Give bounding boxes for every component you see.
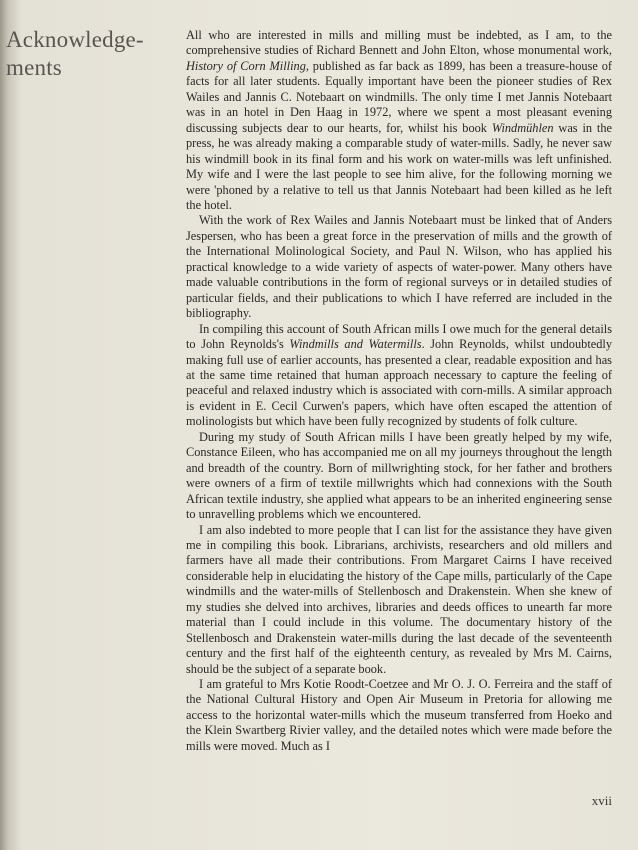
text-run: I am grateful to Mrs Kotie Roodt-Coetzee and Mr O. J. O. Ferreira and the staff of the National Cultural History and Open Air Museum in Pretoria for allowing me access to the horizontal water-mills which the museum transferred from Hoeko and the Klein Swartberg Rivier valley, and the detailed notes which were made before the mills were moved. Much as I bbox=[186, 677, 612, 753]
text-run: . John Reynolds, whilst undoubtedly making full use of earlier accounts, has presented a clear, readable exposition and has at the same time retained that human approach necessary to capture the feeling of peaceful and relaxed industry which is associated with corn-mills. A similar approach is evident in E. Cecil Curwen's papers, which have often escaped the attention of molinologists but which have been fully recognized by students of folk culture. bbox=[186, 337, 613, 429]
paragraph bbox=[186, 430, 612, 523]
paragraph bbox=[186, 677, 612, 754]
text-run: I am also indebted to more people that I can list for the assistance they have given me in compiling this book. Librarians, archivists, researchers and old millers and farmers have all made their contributions. From Margaret Cairns I have received considerable help in elucidating the history of the Cape mills, particularly of the Cape windmills and the water-mills of Stellenbosch and Drakenstein. When she knew of my studies she delved into archives, libraries and deeds offices to unearth far more material than I could include in this volume. The documentary history of the Stellenbosch and Drakenstein water-mills during the last decade of the seventeenth century and the first half of the eighteenth century, as revealed by Mrs M. Cairns, should be the subject of a separate book. bbox=[186, 522, 612, 676]
paragraph bbox=[186, 523, 612, 678]
text-run: was in the press, he was already making a comparable study of water-mills. Sadly, he never saw his windmill book in its final form and his work on water-mills was left unfinished. My wife and I were the last people to see him alive, for the following morning we were 'phoned by a relative to tell us that Jannis Notebaart had been killed as he left the hotel. bbox=[186, 120, 612, 212]
italic-title: Windmills and Watermills bbox=[289, 337, 422, 352]
italic-title: Windmühlen bbox=[491, 120, 554, 135]
section-heading bbox=[6, 26, 176, 82]
italic-title: History of Corn Milling bbox=[186, 58, 306, 73]
text-run: In compiling this account of South African mills I owe much for the general details to John Reynolds's bbox=[186, 321, 612, 352]
text-run: During my study of South African mills I have been greatly helped by my wife, Constance Eileen, who has accompanied me on all my journeys throughout the length and breadth of the country. Born of millwrighting stock, for her father and brothers were owners of a firm of textile millwrights which had connexions with the South African textile industry, she applied what appears to be an inherited engineering sense to unravelling problems which we encountered. bbox=[186, 429, 612, 522]
heading-line-1: Acknowledge- bbox=[6, 27, 144, 52]
text-run: All who are interested in mills and milling must be indebted, as I am, to the comprehensive studies of Richard Bennett and John Elton, whose monumental work, bbox=[186, 28, 612, 58]
page-number: xvii bbox=[591, 793, 612, 808]
text-run: With the work of Rex Wailes and Jannis Notebaart must be linked that of Anders Jespersen, who has been a great force in the preservation of mills and the growth of the International Molinological Society, and Paul N. Wilson, who has applied his practical knowledge to a wide variety of aspects of water-power. Many others have made valuable contributions in the form of regional surveys or in detailed studies of particular fields, and their publications to which I have referred are included in the bibliography. bbox=[186, 213, 612, 321]
paragraph bbox=[186, 28, 612, 213]
text-run: , published as far back as 1899, has been a treasure-house of facts for all later students. Equally important have been the pioneer studies of Rex Wailes and Jannis C. Notebaart on windmills. The only time I met Jannis Notebaart was in an hotel in Den Haag in 1972, where we spent a most pleasant evening discussing subjects dear to our hearts, for, whilst his book bbox=[186, 58, 612, 135]
paragraph bbox=[186, 322, 612, 430]
body-text bbox=[186, 28, 612, 754]
paragraph bbox=[186, 213, 612, 321]
heading-line-2: ments bbox=[6, 55, 62, 80]
